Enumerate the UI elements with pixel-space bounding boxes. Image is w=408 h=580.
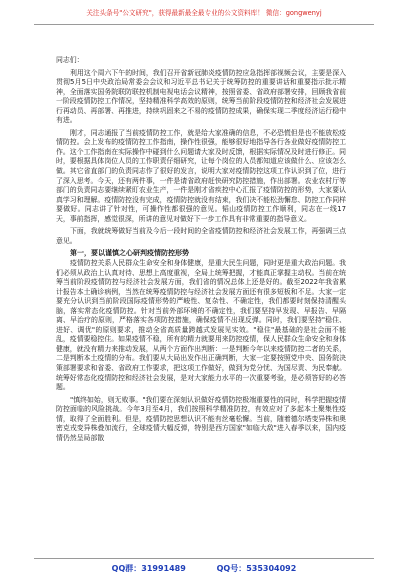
footer — [34, 563, 374, 575]
footer-qq-number: QQ号：535304092 — [216, 564, 297, 573]
salutation: 同志们： — [56, 56, 84, 64]
footer-qq-group: QQ群：31991489 — [111, 564, 186, 573]
section-heading: 第一，要以谨慎之心研判疫情防控形势 — [70, 249, 189, 258]
header-banner: 关注头条号"公文研究"，获得最新最全最专业的公文资料库！ 微信：gongwenyj — [86, 9, 322, 17]
paragraph-5: "慎终如始，则无败事。"我们要在深刻认识做好疫情防控极端重要性的同时，科学把握疫情防控面临的风险挑战。今年3月至4月，我们按照科学精准防控，有效应对了多起本土聚集性疫情，取得了全面胜利。但是，疫情防控思想认识不能有丝毫松懈。当前，随着德尔塔变异株和奥密克戎变异株叠加流行，全球疫情大幅反弹，特别是西方国家"如临大敌"进入春季以来，国内疫情仍然呈局部散 — [56, 395, 346, 442]
paragraph-2: 刚才，同志通报了当前疫情防控工作，就是给大家准确的信息，不必恐慌但是也不能放松疫情防控。会上发布的疫情防控工作指南，操作性很强，能够很好地指导各行各业做好疫情防控工作。这个工作指南在实际操作中碰到什么问题请大家及时反馈，根据实际情况及时进行修正。同时，要根据具体岗位人员的工作职责仔细研究，让每个岗位的人员都知道应该做什么、应该怎么做。其它省直部门的负责同志作了很好的发言，说明大家对疫情防控这项工作认识到了位，进行了深入思考。今天，还有两件事，一件是请省政府赶快研究防控措施，作出部署。农业农村厅等部门的负责同志要继续紧盯农业生产，一件是刚才省疾控中心汇报了疫情防控的形势，大家要认真学习和理解。疫情防控没有完成，疫情防控就没有结束，我们决不能松劲懈怠、防控工作同样要做好。同志讲了针对性，可操作性都很强的意见。韬山疫情防控工作顺利，同志在一线17天，事前指挥，感觉很深，所讲的意见对做好下一步工作具有非常重要的指导意义。 — [56, 128, 346, 223]
footer-rule — [34, 558, 374, 559]
paragraph-4: 疫情防控关系人民群众生命安全和身体健康，是重大民生问题，同时更是重大政治问题。我们必须从政治上认真对待、思想上高度重视，全局上统筹把握，才能真正掌握主动权。当前在统筹当前阶段疫情防控与经济社会发展方面，我们省的情况总体上还是好的。截至2022年我省累计报告本土确诊病例，当然在统筹疫情防控与经济社会发展方面还有很多短板和不足。大家一定要充分认识到当前阶段国际疫情形势的严峻性、复杂性、不确定性，我们都要时刻保持清醒头脑，落实常态化疫情防控。针对当前外部环境的不确定性，我们要坚持早发现、早报告、早隔离、早治疗的原则，严格落实各项防控措施，确保疫情不出现反弹。同时，我们要坚持"稳住、进好、调优"的原则要求，推动全省高质量跨越式发展见实效。"稳住"最基础的是社会面不能乱，疫情要稳控住。如果疫情不稳，所有的精力就要用来防控疫情，保人民群众生命安全和身体健康，就没有精力来推动发展，从两个方面作出判断：一是判断今年以来疫情防控二者的关系，二是判断本土疫情的分布。我们要从大局出发作出正确判断，大家一定要按照党中央、国务院决策部署要求和省委、省政府工作要求，把这项工作做好，做到为党分忧、为国尽责、为民奉献。统筹好常态化疫情防控和经济社会发展，是对大家能力水平的一次重要考验，是必须答好的必答题。 — [56, 258, 346, 392]
paragraph-1: 利用这个周六下午的时间，我们召开省新冠肺炎疫情防控应急指挥部视频会议，主要是深入贯彻5月5日中央政治局常委会会议和习近平总书记关于统筹防控的重要讲话和重要指示批示精神，全面落实国务院联防联控机制电视电话会议精神，按照省委、省政府部署安排，回顾我省前一阶段疫情防控工作情况，坚持精准科学高效的原则，统筹当前阶段疫情防控和经济社会发展进行再动员、再部署、再推进，持续巩固来之不易的疫情防控成果，确保实现二季度经济运行稳中有进。 — [56, 68, 346, 125]
header-rule — [34, 24, 374, 25]
paragraph-3: 下面，我就统筹做好当前及今后一段时间的全省疫情防控和经济社会发展工作，再强调三点意见。 — [56, 227, 346, 245]
document-body — [56, 56, 346, 443]
